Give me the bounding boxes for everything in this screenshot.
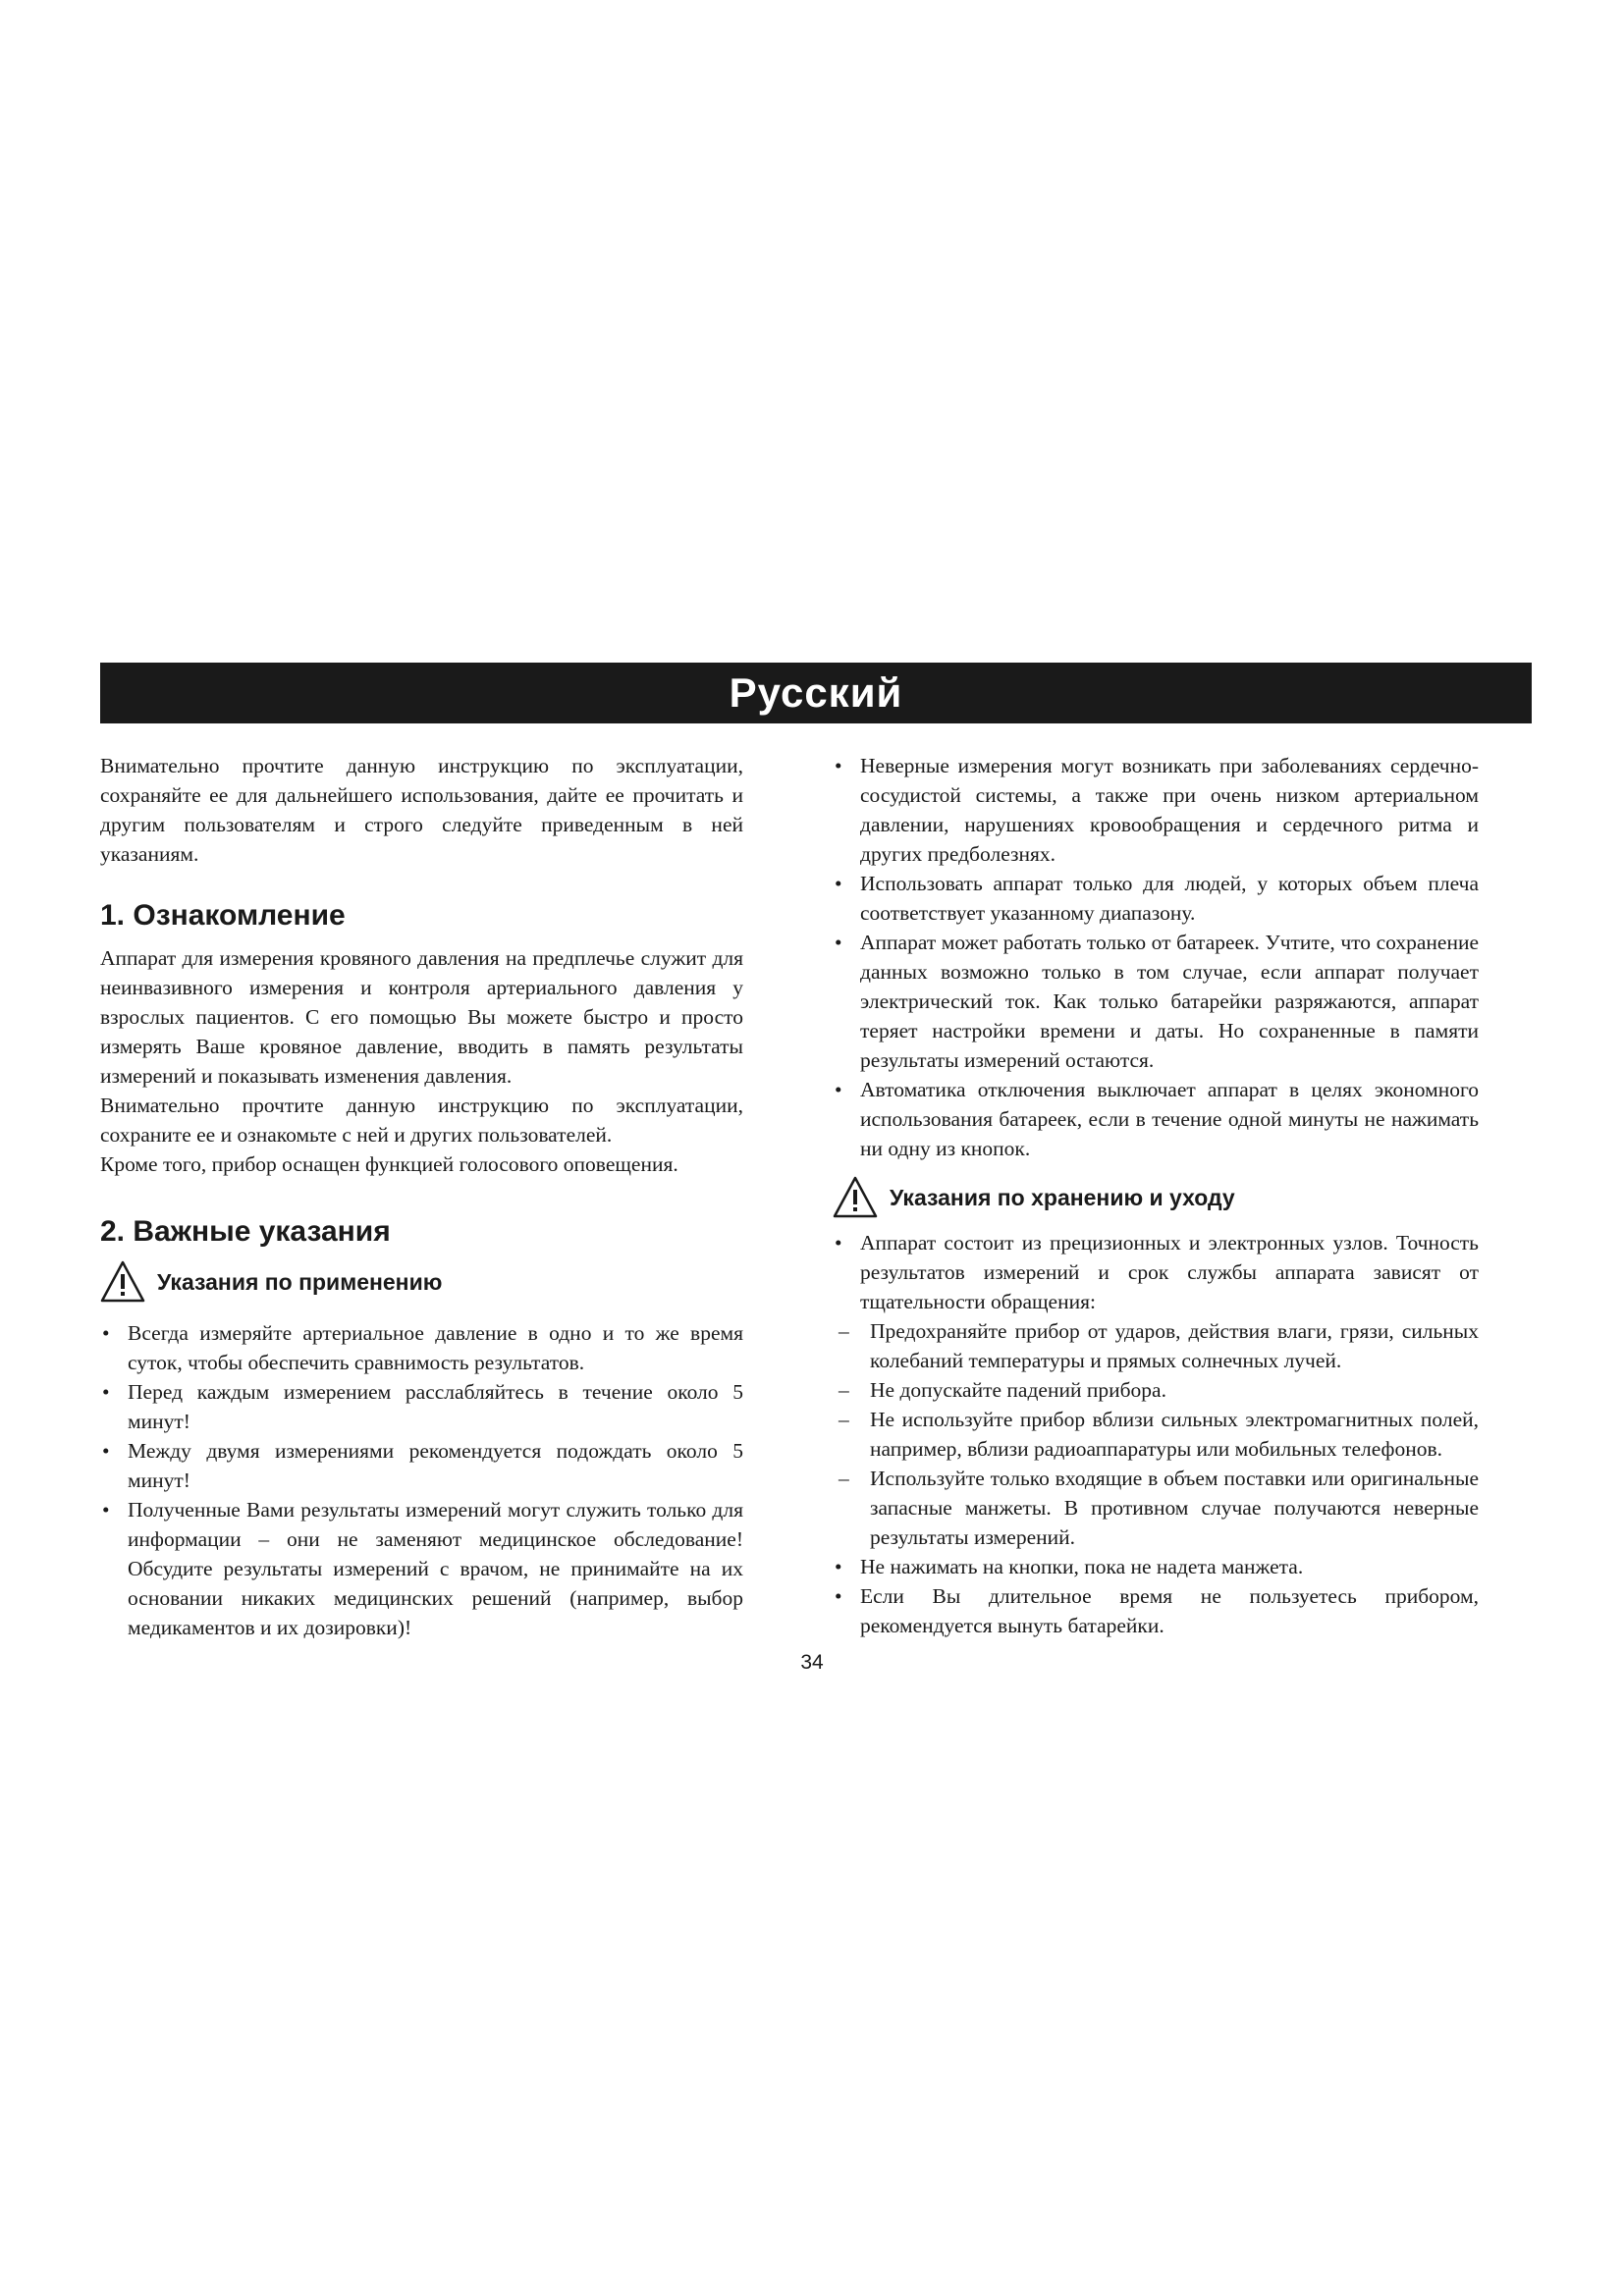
usage-list-continued (833, 751, 1479, 1163)
section-1-paragraph: Внимательно прочтите данную инструкцию по эксплуатации, сохраните ее и ознакомьте с ней и других пользователей. (100, 1094, 743, 1147)
list-item: • Автоматика отключения выключает аппарат в целях экономного использования батареек, если в течение одной минуты не нажимать ни одну из кнопок. (833, 1075, 1479, 1163)
dash-item: – Не допускайте падений прибора. (833, 1375, 1479, 1405)
dash-item: – Предохраняйте прибор от ударов, действия влаги, грязи, сильных колебаний температуры и прямых солнечных лучей. (833, 1316, 1479, 1375)
language-title: Русский (729, 669, 903, 716)
list-item: • Использовать аппарат только для людей, у которых объем плеча соответствует указанному диапазону. (833, 869, 1479, 928)
section-2-heading: 2. Важные указания (100, 1215, 391, 1248)
list-item: • Если Вы длительное время не пользуетесь прибором, рекомендуется вынуть батарейки. (833, 1581, 1479, 1640)
page-number: 34 (800, 1651, 824, 1674)
list-item: • Неверные измерения могут возникать при заболеваниях сердечно-сосудистой системы, а также при очень низком артериальном давлении, нарушениях кровообращения и сердечного ритма и других предболезнях. (833, 751, 1479, 869)
list-item: • Всегда измеряйте артериальное давление в одно и то же время суток, чтобы обеспечить сравнимость результатов. (100, 1318, 743, 1377)
list-item: • Не нажимать на кнопки, пока не надета манжета. (833, 1552, 1479, 1581)
dash-item: – Не используйте прибор вблизи сильных электромагнитных полей, например, вблизи радиоаппаратуры или мобильных телефонов. (833, 1405, 1479, 1464)
section-1-paragraph: Аппарат для измерения кровяного давления на предплечье служит для неинвазивного измерения и контроля артериального давления у взрослых пациентов. С его помощью Вы можете быстро и просто измерять Ваше кровяное давление, вводить в память результаты измерений и показывать изменения давления. (100, 946, 743, 1088)
left-column (100, 751, 743, 1642)
list-item: • Аппарат состоит из прецизионных и электронных узлов. Точность результатов измерений и срок службы аппарата зависят от тщательности обращения: (833, 1228, 1479, 1316)
list-item: • Аппарат может работать только от батареек. Учтите, что сохранение данных возможно только в том случае, если аппарат получает электрический ток. Как только батарейки разряжаются, аппарат теряет настройки времени и даты. Но сохраненные в памяти результаты измерений остаются. (833, 928, 1479, 1075)
right-column (833, 751, 1479, 1640)
warning-icon (833, 1175, 878, 1220)
dash-item: – Используйте только входящие в объем поставки или оригинальные запасные манжеты. В противном случае получаются неверные результаты измерений. (833, 1464, 1479, 1552)
warning-icon (100, 1259, 145, 1305)
storage-subheading (833, 1175, 1479, 1220)
list-item: • Между двумя измерениями рекомендуется подождать около 5 минут! (100, 1436, 743, 1495)
storage-list (833, 1228, 1479, 1640)
intro-paragraph: Внимательно прочтите данную инструкцию по эксплуатации, сохраняйте ее для дальнейшего использования, дайте ее прочитать и другим пользователям и строго следуйте приведенным в ней указаниям. (100, 754, 743, 866)
storage-subheading-text: Указания по хранению и уходу (890, 1185, 1235, 1210)
section-1-heading: 1. Ознакомление (100, 899, 346, 932)
list-item: • Перед каждым измерением расслабляйтесь в течение около 5 минут! (100, 1377, 743, 1436)
usage-list (100, 1318, 743, 1642)
usage-subheading-text: Указания по применению (157, 1269, 443, 1295)
section-1-paragraph: Кроме того, прибор оснащен функцией голосового оповещения. (100, 1152, 678, 1176)
usage-subheading (100, 1259, 743, 1305)
list-item: • Полученные Вами результаты измерений могут служить только для информации – они не заменяют медицинское обследование! Обсудите результаты измерений с врачом, не принимайте на их основании никаких медицинских решений (например, выбор медикаментов и их дозировки)! (100, 1495, 743, 1642)
language-banner (100, 663, 1532, 723)
